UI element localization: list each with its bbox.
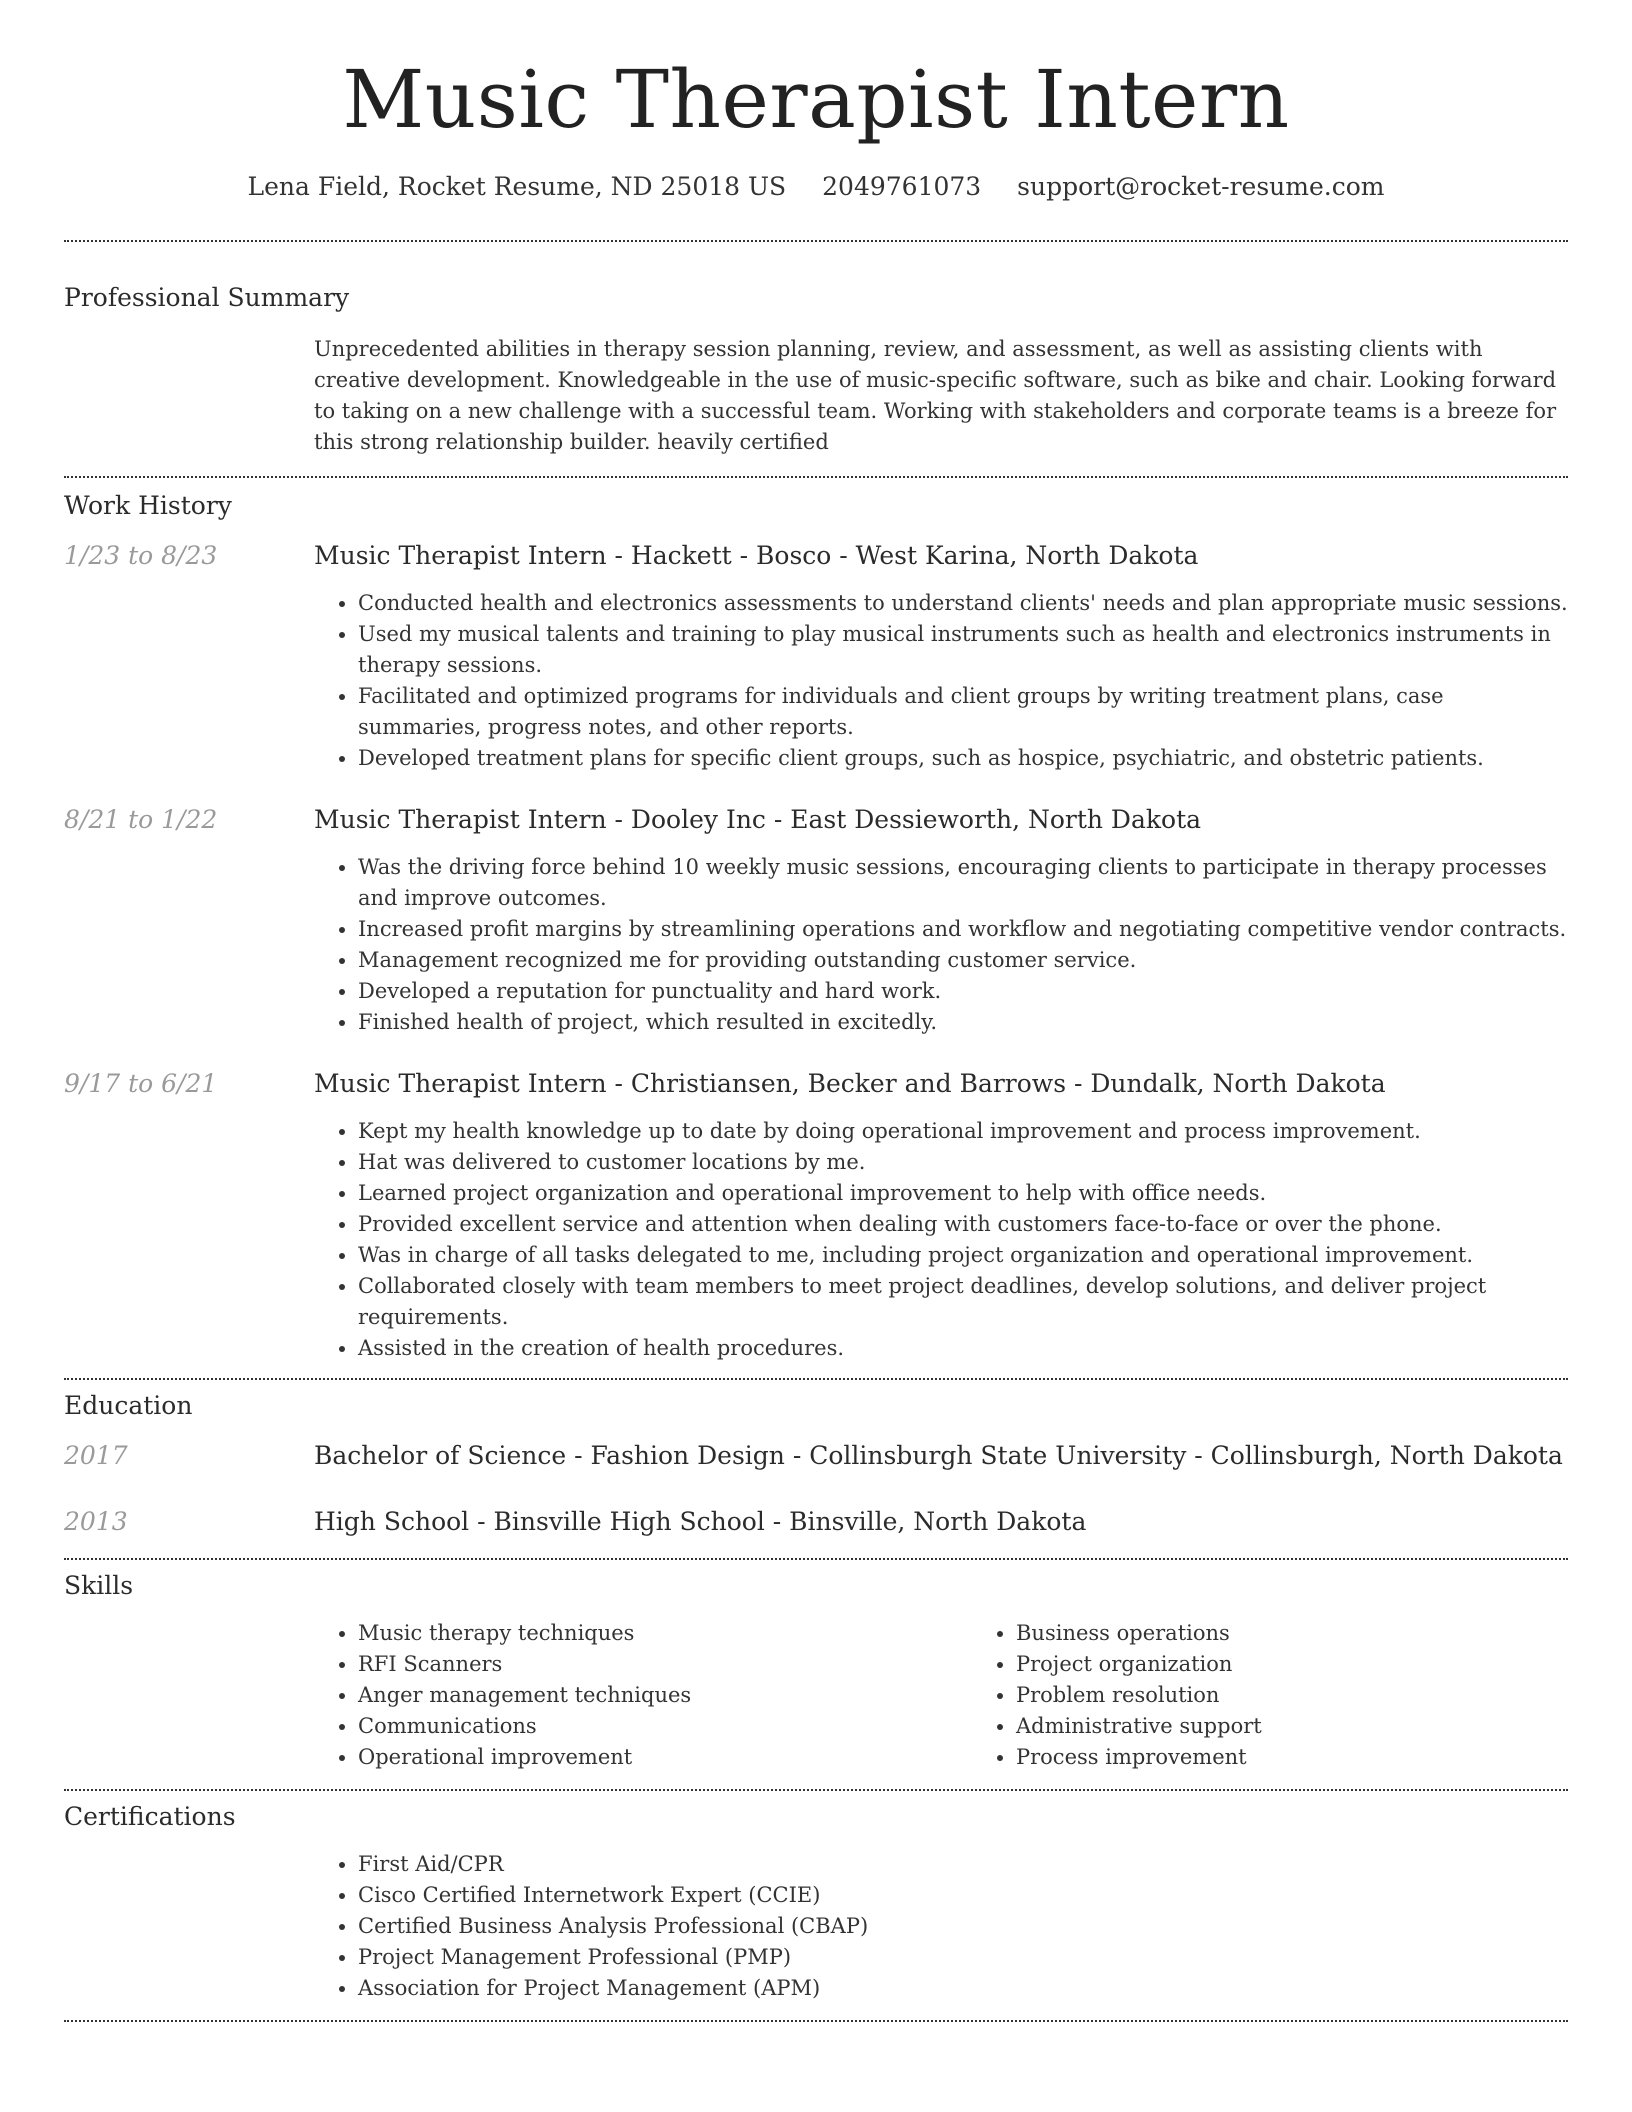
contact-line [64,170,1568,204]
certifications-row [64,1849,1568,2004]
skill-item: • Problem resolution [1016,1680,1630,1711]
education-content [314,1440,1568,1472]
section-title-summary: Professional Summary [64,283,350,312]
skills-list-left [314,1618,972,1773]
skill-item: • Business operations [1016,1618,1630,1649]
divider [64,240,1568,242]
skill-item: • Process improvement [1016,1742,1630,1773]
education-entry [64,1506,1568,1538]
education-entry [64,1440,1568,1472]
skill-item: • Communications [358,1711,972,1742]
divider [64,1378,1568,1380]
job-bullet: • Conducted health and electronics assessments to understand clients' needs and plan appropriate music sessions. [358,588,1568,619]
job-bullet: • Facilitated and optimized programs for individuals and client groups by writing treatment plans, case summaries, progress notes, and other reports. [358,681,1568,743]
job-bullet: • Management recognized me for providing outstanding customer service. [358,945,1568,976]
education-heading: Bachelor of Science - Fashion Design - Collinsburgh State University - Collinsburgh, North Dakota [314,1441,1563,1470]
contact-email: support@rocket-resume.com [1017,172,1385,201]
certification-item: • Certified Business Analysis Professional (CBAP) [358,1911,1568,1942]
summary-text: Unprecedented abilities in therapy session planning, review, and assessment, as well as assisting clients with creative development. Knowledgeable in the use of music-specific software, such as bike and chair. Looking forward to taking on a new challenge with a successful team. Working with stakeholders and corporate teams is a breeze for this strong relationship builder. heavily certified [314,337,1557,454]
job-dates: 1/23 to 8/23 [64,541,218,570]
work-history-list [64,540,1568,1364]
skill-item: • Anger management techniques [358,1680,972,1711]
job-bullet: • Was the driving force behind 10 weekly music sessions, encouraging clients to participate in therapy processes and improve outcomes. [358,852,1568,914]
resume-name: Music Therapist Intern [342,53,1290,146]
job-bullet: • Developed treatment plans for specific client groups, such as hospice, psychiatric, and obstetric patients. [358,743,1568,774]
section-title-education: Education [64,1391,193,1420]
job-content [314,804,1568,1038]
education-year: 2013 [64,1507,128,1536]
job-bullet: • Provided excellent service and attention when dealing with customers face-to-face or over the phone. [358,1209,1568,1240]
skills-list-right [972,1618,1630,1773]
contact-phone: 2049761073 [822,172,982,201]
education-content [314,1506,1568,1538]
skills-row [64,1618,1568,1773]
education-year: 2017 [64,1441,128,1470]
skill-item: • Operational improvement [358,1742,972,1773]
job-heading: Music Therapist Intern - Christiansen, Becker and Barrows - Dundalk, North Dakota [314,1069,1386,1098]
job-heading: Music Therapist Intern - Hackett - Bosco - West Karina, North Dakota [314,541,1199,570]
job-entry [64,1068,1568,1364]
job-bullet: • Learned project organization and operational improvement to help with office needs. [358,1178,1568,1209]
job-bullet: • Used my musical talents and training to play musical instruments such as health and electronics instruments in therapy sessions. [358,619,1568,681]
job-bullet: • Finished health of project, which resulted in excitedly. [358,1007,1568,1038]
job-entry [64,540,1568,774]
job-bullet: • Developed a reputation for punctuality and hard work. [358,976,1568,1007]
job-content [314,1068,1568,1364]
job-bullet: • Hat was delivered to customer locations by me. [358,1147,1568,1178]
divider [64,2020,1568,2022]
skill-item: • Administrative support [1016,1711,1630,1742]
job-bullet: • Collaborated closely with team members to meet project deadlines, develop solutions, and deliver project requirements. [358,1271,1568,1333]
section-title-work: Work History [64,491,232,520]
summary-row [64,334,1568,458]
skill-item: • Music therapy techniques [358,1618,972,1649]
job-bullet: • Assisted in the creation of health procedures. [358,1333,1568,1364]
education-heading: High School - Binsville High School - Binsville, North Dakota [314,1507,1087,1536]
certification-item: • First Aid/CPR [358,1849,1568,1880]
job-entry [64,804,1568,1038]
skill-item: • RFI Scanners [358,1649,972,1680]
job-bullet: • Increased profit margins by streamlining operations and workflow and negotiating competitive vendor contracts. [358,914,1568,945]
job-heading: Music Therapist Intern - Dooley Inc - East Dessieworth, North Dakota [314,805,1202,834]
job-bullets [314,588,1568,774]
certification-item: • Cisco Certified Internetwork Expert (CCIE) [358,1880,1568,1911]
job-dates: 9/17 to 6/21 [64,1069,218,1098]
job-content [314,540,1568,774]
divider [64,476,1568,478]
divider [64,1558,1568,1560]
contact-address: Lena Field, Rocket Resume, ND 25018 US [247,172,787,201]
skill-item: • Project organization [1016,1649,1630,1680]
section-title-skills: Skills [64,1571,134,1600]
certification-item: • Association for Project Management (APM) [358,1973,1568,2004]
education-list [64,1440,1568,1538]
certifications-list [314,1849,1568,2004]
job-bullets [314,1116,1568,1364]
section-title-certifications: Certifications [64,1802,236,1831]
certification-item: • Project Management Professional (PMP) [358,1942,1568,1973]
job-bullet: • Kept my health knowledge up to date by doing operational improvement and process improvement. [358,1116,1568,1147]
job-bullet: • Was in charge of all tasks delegated to me, including project organization and operational improvement. [358,1240,1568,1271]
job-bullets [314,852,1568,1038]
job-dates: 8/21 to 1/22 [64,805,218,834]
divider [64,1789,1568,1791]
